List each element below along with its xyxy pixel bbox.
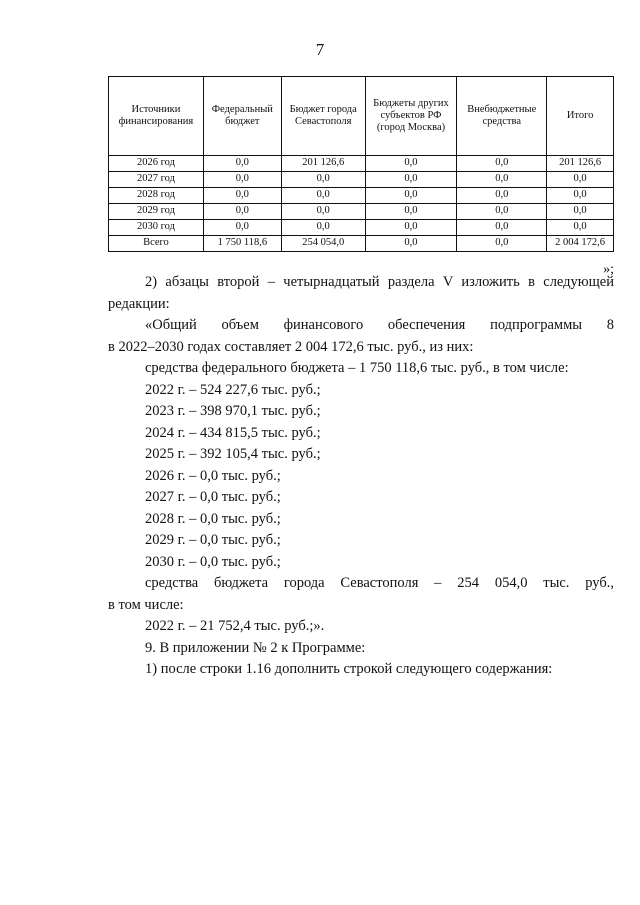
table-cell: 0,0	[203, 204, 281, 220]
body-text	[108, 272, 614, 681]
list-item: 2029 г. – 0,0 тыс. руб.;	[145, 532, 281, 548]
table-cell: 201 126,6	[547, 156, 614, 172]
paragraph: 2) абзацы второй – четырнадцатый раздела V изложить в следующей	[145, 274, 614, 290]
table-row	[109, 204, 614, 220]
table-cell: 0,0	[365, 220, 457, 236]
quote-close: »;	[603, 262, 614, 277]
table-cell: 0,0	[203, 188, 281, 204]
table-cell: 0,0	[457, 220, 547, 236]
paragraph-continuation: редакции:	[108, 295, 170, 312]
list-item: 2027 г. – 0,0 тыс. руб.;	[145, 489, 281, 505]
paragraph: 1) после строки 1.16 дополнить строкой следующего содержания:	[145, 661, 553, 677]
paragraph: средства федерального бюджета – 1 750 118,6 тыс. руб., в том числе:	[145, 360, 569, 376]
table-cell: 0,0	[365, 172, 457, 188]
table-cell: 0,0	[547, 220, 614, 236]
list-item: 2030 г. – 0,0 тыс. руб.;	[145, 553, 281, 570]
table-cell: 0,0	[281, 188, 365, 204]
table-cell: 0,0	[365, 204, 457, 220]
table-cell: 0,0	[281, 220, 365, 236]
paragraph-continuation: в 2022–2030 годах составляет 2 004 172,6 тыс. руб., из них:	[108, 338, 474, 355]
list-item: 2022 г. – 21 752,4 тыс. руб.;».	[145, 618, 325, 634]
table-header-row	[109, 77, 614, 156]
row-label-cell: 2029 год	[109, 204, 204, 220]
table-cell: 0,0	[365, 236, 457, 252]
paragraph: 9. В приложении № 2 к Программе:	[145, 639, 366, 656]
row-label-cell: 2030 год	[109, 220, 204, 236]
table-cell: 0,0	[203, 156, 281, 172]
table-row	[109, 236, 614, 252]
header-sevastopol: Бюджет города Севастополя	[281, 77, 365, 156]
row-label-cell: Всего	[109, 236, 204, 252]
table-cell: 0,0	[203, 220, 281, 236]
row-label-cell: 2026 год	[109, 156, 204, 172]
row-label-cell: 2028 год	[109, 188, 204, 204]
row-label-cell: 2027 год	[109, 172, 204, 188]
header-sources: Источники финансирования	[109, 77, 204, 156]
list-item: 2026 г. – 0,0 тыс. руб.;	[145, 467, 281, 484]
table-row	[109, 220, 614, 236]
table-cell: 0,0	[457, 156, 547, 172]
page-number: 7	[315, 40, 325, 59]
table-cell: 0,0	[457, 204, 547, 220]
table-cell: 0,0	[457, 172, 547, 188]
financing-table	[108, 76, 614, 252]
table-cell: 0,0	[281, 204, 365, 220]
header-total: Итого	[547, 77, 614, 156]
paragraph: «Общий объем финансового обеспечения подпрограммы 8	[145, 317, 614, 333]
table-row	[109, 188, 614, 204]
table-cell: 0,0	[203, 172, 281, 188]
table-cell: 0,0	[547, 172, 614, 188]
table-row	[109, 172, 614, 188]
table-cell: 1 750 118,6	[203, 236, 281, 252]
table-cell: 0,0	[457, 188, 547, 204]
table-cell: 2 004 172,6	[547, 236, 614, 252]
table-cell: 0,0	[365, 156, 457, 172]
table-cell: 0,0	[281, 172, 365, 188]
table-cell: 201 126,6	[281, 156, 365, 172]
header-other-subjects: Бюджеты других субъектов РФ (город Москва)	[365, 77, 457, 156]
list-item: 2028 г. – 0,0 тыс. руб.;	[145, 510, 281, 527]
header-extrabudget: Внебюджетные средства	[457, 77, 547, 156]
table-cell: 254 054,0	[281, 236, 365, 252]
table-cell: 0,0	[547, 204, 614, 220]
table-cell: 0,0	[457, 236, 547, 252]
list-item: 2024 г. – 434 815,5 тыс. руб.;	[145, 424, 321, 441]
paragraph: средства бюджета города Севастополя – 254 054,0 тыс. руб.,	[145, 575, 614, 591]
list-item: 2022 г. – 524 227,6 тыс. руб.;	[145, 381, 321, 398]
list-item: 2023 г. – 398 970,1 тыс. руб.;	[145, 403, 321, 419]
header-federal: Федеральный бюджет	[203, 77, 281, 156]
table-cell: 0,0	[365, 188, 457, 204]
list-item: 2025 г. – 392 105,4 тыс. руб.;	[145, 446, 321, 462]
paragraph-continuation: в том числе:	[108, 596, 184, 613]
table-row	[109, 156, 614, 172]
table-cell: 0,0	[547, 188, 614, 204]
